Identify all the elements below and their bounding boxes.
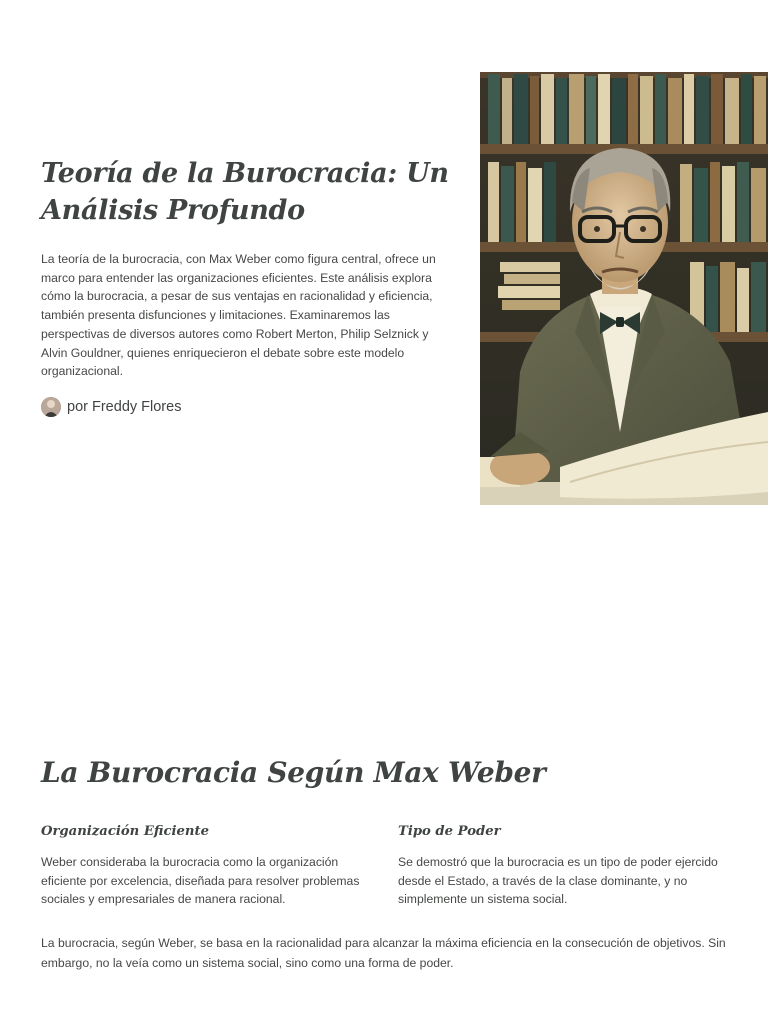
page-title: Teoría de la Burocracia: Un Análisis Profundo bbox=[41, 158, 449, 226]
section-title: La Burocracia Según Max Weber bbox=[41, 756, 546, 789]
author-name: Freddy Flores bbox=[92, 399, 182, 415]
author-byline bbox=[67, 399, 181, 415]
column-text: Se demostró que la burocracia es un tipo de poder ejercido desde el Estado, a través de la clase dominante, y no simplemente un sistema social. bbox=[398, 855, 718, 907]
column-type-of-power bbox=[398, 822, 733, 909]
closing-paragraph: La burocracia, según Weber, se basa en la racionalidad para alcanzar la máxima eficiencia en la consecución de objetivos. Sin embargo, no la veía como un sistema social, sino como una forma de poder. bbox=[41, 936, 726, 970]
avatar bbox=[41, 397, 61, 417]
column-text: Weber consideraba la burocracia como la organización eficiente por excelencia, diseñada para resolver problemas sociales y empresariales de manera racional. bbox=[41, 855, 360, 907]
column-efficient-organization bbox=[41, 822, 376, 909]
intro-paragraph: La teoría de la burocracia, con Max Weber como figura central, ofrece un marco para entender las organizaciones eficientes. Este análisis explora cómo la burocracia, a pesar de sus ventajas en racionalidad y eficiencia, también presenta disfunciones y limitaciones. Examinaremos las perspectivas de diversos autores como Robert Merton, Philip Selznick y Alvin Gouldner, quienes enriquecieron el debate sobre este modelo organizacional. bbox=[41, 252, 436, 379]
author-prefix: por bbox=[67, 399, 88, 415]
column-heading: Organización Eficiente bbox=[41, 824, 209, 839]
column-heading: Tipo de Poder bbox=[398, 824, 501, 839]
scholar-portrait-image bbox=[480, 72, 768, 505]
author-credit bbox=[41, 397, 181, 417]
